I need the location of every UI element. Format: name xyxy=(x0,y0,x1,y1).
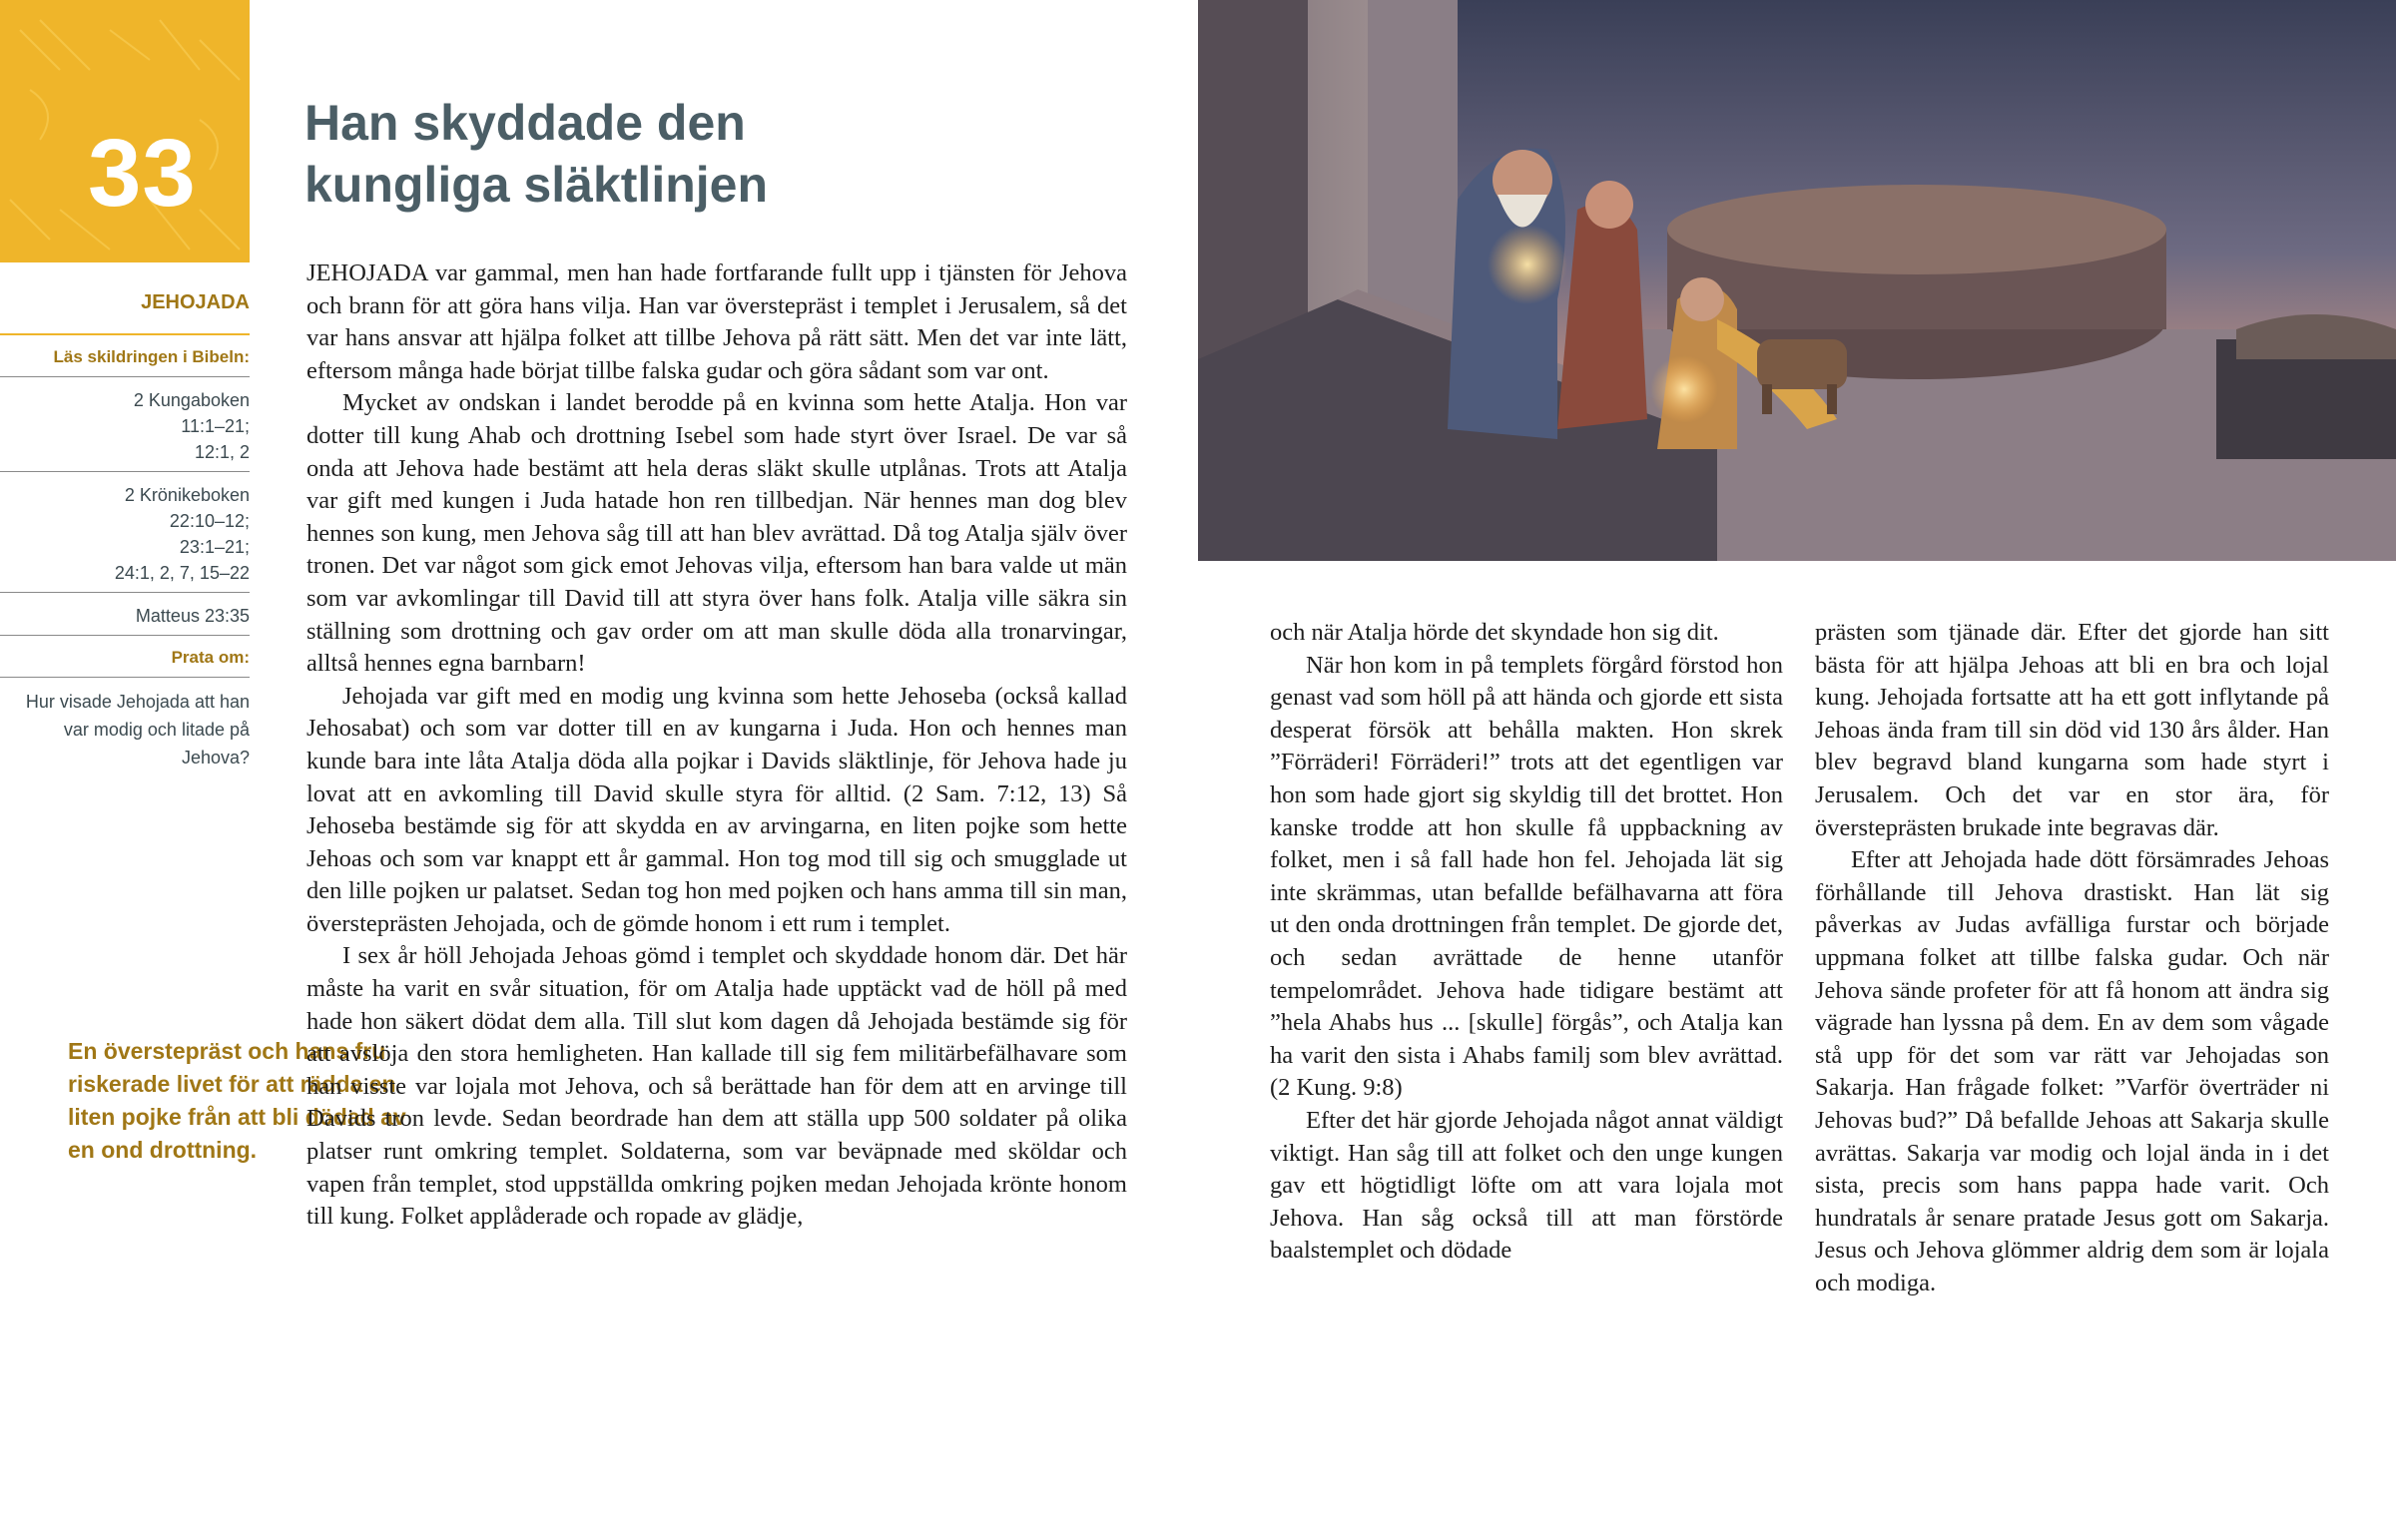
ref-verse: 11:1–21; xyxy=(181,416,250,436)
sidebar-question: Hur visade Jehojada att han var modig och litade på Jehova? xyxy=(25,692,250,768)
sidebar-discuss-label: Prata om: xyxy=(0,636,250,678)
paragraph: och när Atalja hörde det skyndade hon sig dit. xyxy=(1270,619,1719,646)
page-title xyxy=(304,92,768,216)
sidebar-ref-kings xyxy=(0,377,250,472)
text-column-1 xyxy=(306,257,1127,1234)
title-line-1: Han skyddade den xyxy=(304,95,746,151)
paragraph-text: var gammal, men han hade fortfarande fullt upp i tjänsten för Jehova och brann för att göra hans vilja. Han var överstepräst i templet i Jerusalem, så det var hans ansvar att hjälpa folket att tillbe Jehova på rätt sätt. Men det var inte lätt, eftersom många hade börjat tillbe falska gudar och göra sådant som var ont. xyxy=(306,259,1127,384)
paragraph xyxy=(306,681,1127,941)
ref-verse: 24:1, 2, 7, 15–22 xyxy=(114,563,250,583)
chapter-number-block xyxy=(0,0,250,262)
paragraph-text: Jehojada var gift med en modig ung kvinna som hette Jehoseba (också kallad Jehosabat) och som var dotter till en av kungarna i Juda. Hon och hennes man kunde bara inte låta Atalja döda alla pojkar i Davids släktlinje, för Jehova hade ju lovat att en avkomling till David skulle styra för alltid. (2 Sam. 7:12, 13) Så Jehoseba bestämde sig för att skydda en av arvingarna, en liten pojke som hette Jehoas och som var knappt ett år gammal. Hon tog mod till sig och smugglade ut den lille pojken ur palatset. Sedan tog hon med pojken och hans amma till sin man, översteprästen Jehojada, och de gömde honom i ett rum i templet. xyxy=(306,682,1127,937)
title-line-2: kungliga släktlinjen xyxy=(304,157,768,213)
chapter-number: 33 xyxy=(88,120,197,227)
ref-verse: 12:1, 2 xyxy=(194,442,250,462)
paragraph: Efter att Jehojada hade dött försämrades Jehoas förhållande till Jehova drastiskt. Han lät sig påverkas av Judas avfälliga furstar och började uppmana folket att tillbe falska gudar. Och när Jehova sände profeter för att få honom att ändra sig vägrade han lyssna på dem. En av dem som vågade stå upp för det som var rätt var Jehojadas son Sakarja. Han frågade folket: ”Varför överträder ni Jehovas bud?” Då befallde Jehoas att Sakarja skulle avrättas. Sakarja var modig och lojal ända in i det sista, precis som hans pappa hade varit. Och hundratals år senare pratade Jesus gott om Sakarja. Jesus och Jehova glömmer aldrig dem som är lojala och modiga. xyxy=(1815,846,2329,1296)
paragraph: Efter det här gjorde Jehojada något annat väldigt viktigt. Han såg till att folket och den unge kungen gav ett högtidligt löfte om att vara lojala mot Jehova. Han såg också till att man förstörde baalstemplet och dödade xyxy=(1270,1106,1783,1265)
paragraph: När hon kom in på templets förgård förstod hon genast vad som höll på att hända och gjorde ett sista desperat försök att behålla makten. Hon skrek ”Förräderi! Förräderi!” trots att det egentligen var hon som hade gjort sig skyldig till det brottet. Hon kanske trodde att hon skulle få uppbackning av folket, men i så fall hade hon fel. Jehojada lät sig inte skrämmas, utan befallde befälhavarna att föra ut den onda drottningen från templet. De gjorde det, och sedan avrättade de henne utanför tempelområdet. Jehova hade tidigare bestämt att ”hela Ahabs hus ... [skulle] förgås”, och Atalja kan ha varit den sista i Ahabs familj som blev avrättad. (2 Kung. 9:8) xyxy=(1270,651,1783,1102)
ref-verse: 22:10–12; xyxy=(169,511,250,531)
sidebar-person-name: JEHOJADA xyxy=(0,285,250,335)
ref-verse: 23:1–21; xyxy=(179,537,250,557)
lead-word: JEHOJADA xyxy=(306,259,428,286)
text-column-3 xyxy=(1815,617,2329,1299)
text-column-2 xyxy=(1270,617,1783,1268)
sidebar-ref-chronicles xyxy=(0,472,250,593)
illustration-caption: En överstepräst och hans fru riskerade livet för att rädda en liten pojke från att bli dödad av en ond drottning. xyxy=(68,1038,406,1163)
ref-book: 2 Krönikeboken xyxy=(124,485,250,505)
paragraph: I sex år höll Jehojada Jehoas gömd i templet och skyddade honom där. Det här måste ha varit en svår situation, för om Atalja hade upptäckt vad de höll på med hade hon säkert dödat dem alla. Till slut kom dagen då Jehojada bestämde sig för att avslöja den stora hemligheten. Han kallade till sig fem militärbefälhavare som han visste var lojala mot Jehova, och så berättade han för dem att en arvinge till Davids tron levde. Sedan beordrade han dem att ställa upp 500 soldater på olika platser runt omkring templet. Soldaterna, som var beväpnade med sköldar och vapen från templet, stod uppställda omkring pojken medan Jehojada krönte honom till kung. Folket applåderade och ropade av glädje, xyxy=(306,942,1127,1231)
ref-book: Matteus 23:35 xyxy=(135,606,250,626)
sidebar-ref-matthew xyxy=(0,593,250,636)
ref-book: 2 Kungaboken xyxy=(133,390,250,410)
sidebar xyxy=(0,285,250,771)
paragraph: prästen som tjänade där. Efter det gjorde han sitt bästa för att hjälpa Jehoas att bli en bra och lojal kung. Jehojada fortsatte att ha ett gott inflytande på Jehoas ända fram till sin död vid 130 års ålder. Han blev begravd bland kungarna som hade styrt i Jerusalem. Och det var en stor ära, för översteprästen brukade inte begravas där. xyxy=(1815,619,2329,841)
paragraph xyxy=(306,257,1127,387)
sidebar-read-label: Läs skildringen i Bibeln: xyxy=(0,335,250,377)
illustration xyxy=(1198,0,2396,561)
paragraph: Mycket av ondskan i landet berodde på en kvinna som hette Atalja. Hon var dotter till kung Ahab och drottning Isebel som hade styrt över Israel. De var så onda att Jehova hade bestämt att hela deras släkt skulle utplånas. Trots att Atalja var gift med kungen i Juda hatade hon ren tillbedjan. När hennes man dog blev hennes son kung, men Jehova såg till att han blev avrättad. Då tog Atalja själv över tronen. Det var något som gick emot Jehovas vilja, eftersom han bara valde ut män som var avkomlingar till David till att styra över hans folk. Atalja ville säkra sin ställning som drottning och gav order om att man skulle döda alla tronarvingar, alltså hennes egna barnbarn! xyxy=(306,389,1127,678)
